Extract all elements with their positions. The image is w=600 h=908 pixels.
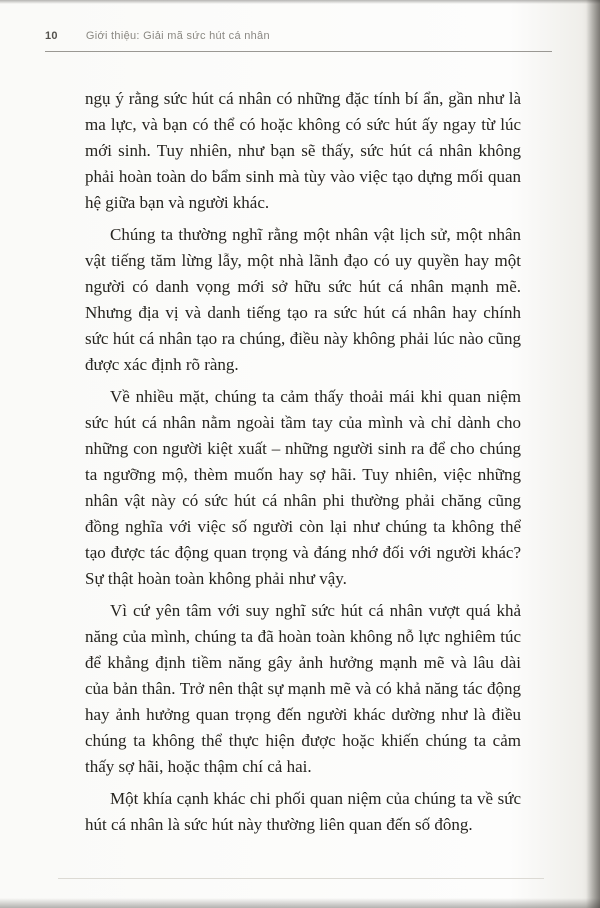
- footer-divider: [58, 878, 544, 879]
- paragraph: Về nhiều mặt, chúng ta cảm thấy thoải mái khi quan niệm sức hút cá nhân nằm ngoài tầm tay của mình và chỉ dành cho những con người kiệt xuất – những người sinh ra để cho chúng ta ngưỡng mộ, thèm muốn hay sợ hãi. Tuy nhiên, việc những nhân vật này có sức hút cá nhân phi thường phải chăng cũng đồng nghĩa với việc số người còn lại như chúng ta không thể tạo được tác động quan trọng và đáng nhớ đối với người khác? Sự thật hoàn toàn không phải như vậy.: [85, 387, 521, 588]
- page-edge-shadow-right: [586, 0, 600, 908]
- page-header: [45, 30, 552, 52]
- paragraph: ngụ ý rằng sức hút cá nhân có những đặc tính bí ẩn, gần như là ma lực, và bạn có thể có hoặc không có sức hút ấy ngay từ lúc mới sinh. Tuy nhiên, như bạn sẽ thấy, sức hút cá nhân không phải hoàn toàn do bẩm sinh mà tùy vào việc tạo dựng mối quan hệ giữa bạn và người khác.: [85, 89, 521, 212]
- page-edge-shadow-bottom: [0, 898, 600, 908]
- page-number: 10: [45, 30, 58, 42]
- paragraph: Vì cứ yên tâm với suy nghĩ sức hút cá nhân vượt quá khả năng của mình, chúng ta đã hoàn toàn không nỗ lực nghiêm túc để khẳng định tiềm năng gây ảnh hưởng mạnh mẽ và lâu dài của bản thân. Trở nên thật sự mạnh mẽ và có khả năng tác động hay ảnh hưởng quan trọng đến người khác dường như là điều chúng ta không thể thực hiện được hoặc khiến chúng ta cảm thấy sợ hãi, hoặc thậm chí cả hai.: [85, 601, 521, 776]
- paragraph: Chúng ta thường nghĩ rằng một nhân vật lịch sử, một nhân vật tiếng tăm lừng lẫy, một nhà lãnh đạo có uy quyền hay một người có danh vọng mới sở hữu sức hút cá nhân mạnh mẽ. Nhưng địa vị và danh tiếng tạo ra sức hút cá nhân hay chính sức hút cá nhân tạo ra chúng, điều này không phải lúc nào cũng được xác định rõ ràng.: [85, 225, 521, 374]
- running-head-title: Giới thiệu: Giải mã sức hút cá nhân: [85, 30, 270, 42]
- page-edge-shadow-top: [0, 0, 600, 4]
- body-text-block: [85, 86, 521, 844]
- paragraph: Một khía cạnh khác chi phối quan niệm của chúng ta về sức hút cá nhân là sức hút này thường liên quan đến số đông.: [85, 789, 521, 834]
